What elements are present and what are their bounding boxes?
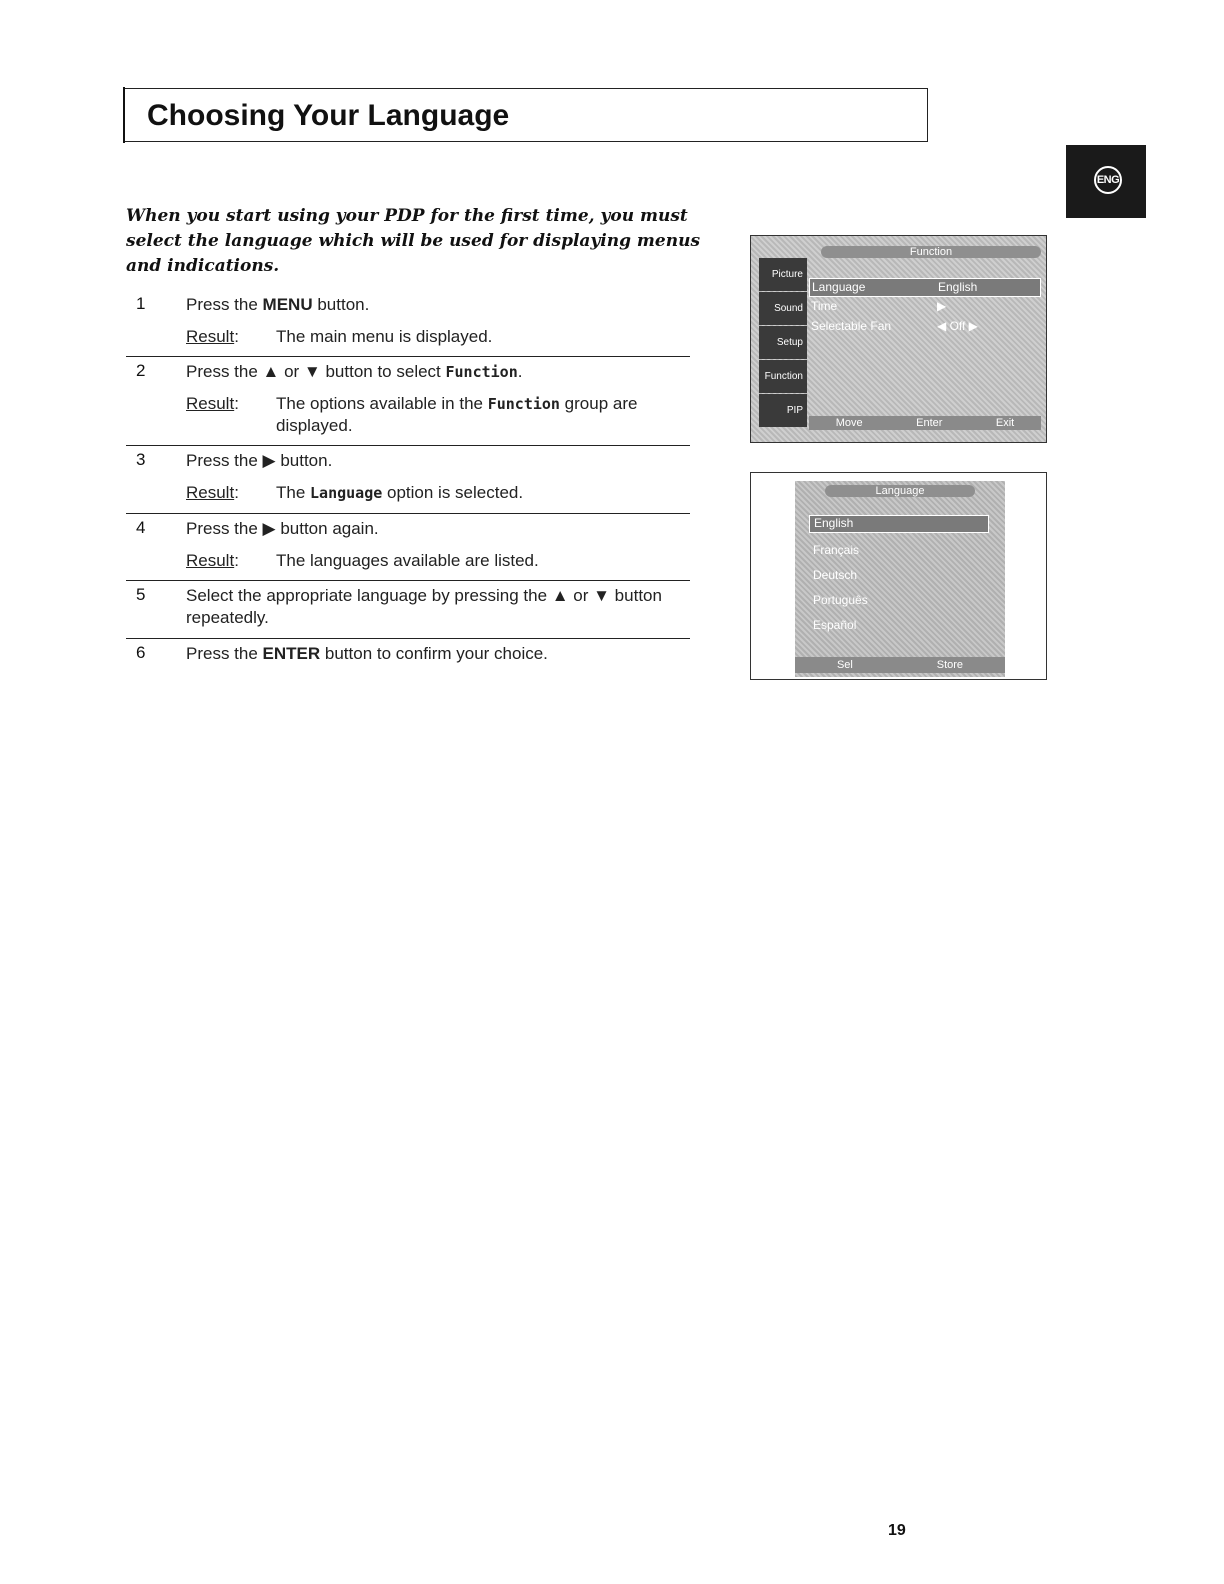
step-6 (126, 639, 690, 674)
result-label: Result: (186, 327, 239, 346)
osd-footer-enter: Enter (916, 417, 943, 429)
osd-row-language (809, 278, 1041, 297)
osd-sidebar-function: Function (759, 360, 807, 393)
step-result (186, 393, 690, 436)
function-menu-screenshot (750, 235, 1047, 443)
intro-text: When you start using your PDP for the first time, you must select the language which will be used for displaying menus and indications. (126, 206, 701, 276)
osd-sidebar-setup: Setup (759, 326, 807, 359)
osd-row-label: Time (811, 299, 838, 313)
step-result (186, 482, 690, 504)
step-4 (126, 514, 690, 581)
osd-language-item: Português (813, 593, 868, 607)
result-text: The languages available are listed. (276, 551, 539, 570)
result-label-text: Result (186, 394, 235, 413)
step-number: 1 (136, 294, 146, 313)
step-text: Press the ▶ button. (186, 451, 333, 470)
osd-footer (795, 657, 1005, 673)
step-text (186, 294, 690, 316)
result-text (276, 393, 690, 436)
step-text-post: . (517, 362, 523, 381)
step-number: 3 (136, 450, 146, 469)
page-title: Choosing Your Language (147, 99, 510, 132)
language-menu-screenshot (750, 472, 1047, 680)
step-menu-name: Function (445, 363, 518, 381)
result-label-text: Result (186, 551, 235, 570)
title-bar-accent (123, 87, 125, 143)
result-text-pre: The options available in the (276, 394, 488, 413)
step-key: MENU (262, 295, 313, 314)
step-result (186, 550, 690, 571)
step-1 (126, 290, 690, 357)
osd-row-label: Language (812, 280, 866, 294)
step-text-post: button. (312, 295, 370, 314)
result-text: The main menu is displayed. (276, 327, 493, 346)
osd-row-value: ◀ Off ▶ (937, 319, 978, 333)
result-text (276, 482, 690, 504)
result-label: Result: (186, 483, 239, 502)
osd-sidebar-picture: Picture (759, 258, 807, 291)
step-number: 6 (136, 643, 146, 662)
result-label-text: Result (186, 483, 235, 502)
osd-row-value: ▶ (937, 299, 947, 313)
step-text-pre: Press the (186, 644, 263, 663)
step-text (186, 361, 690, 383)
osd-footer-exit: Exit (995, 417, 1015, 429)
osd-language-item: Deutsch (813, 568, 858, 582)
result-menu-name: Language (310, 484, 383, 502)
step-number: 4 (136, 518, 146, 537)
result-text-post: option is selected. (382, 483, 524, 502)
step-5 (126, 581, 690, 639)
result-label-text: Result (186, 327, 235, 346)
step-text-pre: Press the (186, 295, 263, 314)
osd-language-item: Français (813, 543, 860, 557)
step-text (186, 643, 690, 665)
step-2 (126, 357, 690, 446)
osd-sidebar (759, 258, 807, 428)
osd-sidebar-pip: PIP (759, 394, 807, 427)
page-number: 19 (888, 1522, 906, 1539)
osd-row-selectable-fan (809, 318, 1039, 335)
step-text: Press the ▶ button again. (186, 519, 379, 538)
language-tab (1066, 145, 1146, 218)
result-text-post: group are displayed. (276, 394, 638, 435)
step-result (186, 326, 690, 347)
osd-header: Function (821, 246, 1041, 258)
osd-footer (809, 416, 1041, 430)
step-number: 5 (136, 585, 146, 604)
step-key: ENTER (262, 644, 321, 663)
osd-footer-move: Move (835, 417, 863, 429)
step-text-post: button to confirm your choice. (320, 644, 548, 663)
step-number: 2 (136, 361, 146, 380)
step-text: Select the appropriate language by pressing the ▲ or ▼ button repeatedly. (186, 586, 662, 627)
osd-row-label: Selectable Fan (811, 319, 892, 333)
result-text-pre: The (276, 483, 311, 502)
eng-badge-icon: ENG (1094, 166, 1122, 194)
osd-row-value: English (938, 280, 978, 294)
step-text-pre: Press the ▲ or ▼ button to select (186, 362, 446, 381)
osd-language-panel (795, 481, 1005, 677)
osd-header: Language (825, 485, 975, 497)
osd-sidebar-sound: Sound (759, 292, 807, 325)
osd-row-time (809, 298, 1039, 315)
steps-list (126, 290, 690, 674)
osd-footer-sel: Sel (836, 659, 853, 671)
osd-footer-store: Store (936, 659, 964, 671)
osd-language-item: English (809, 515, 989, 533)
title-box (124, 88, 928, 142)
osd-language-item: Español (813, 618, 857, 632)
step-3 (126, 446, 690, 514)
result-label: Result: (186, 551, 239, 570)
result-label: Result: (186, 394, 239, 413)
result-menu-name: Function (487, 395, 560, 413)
